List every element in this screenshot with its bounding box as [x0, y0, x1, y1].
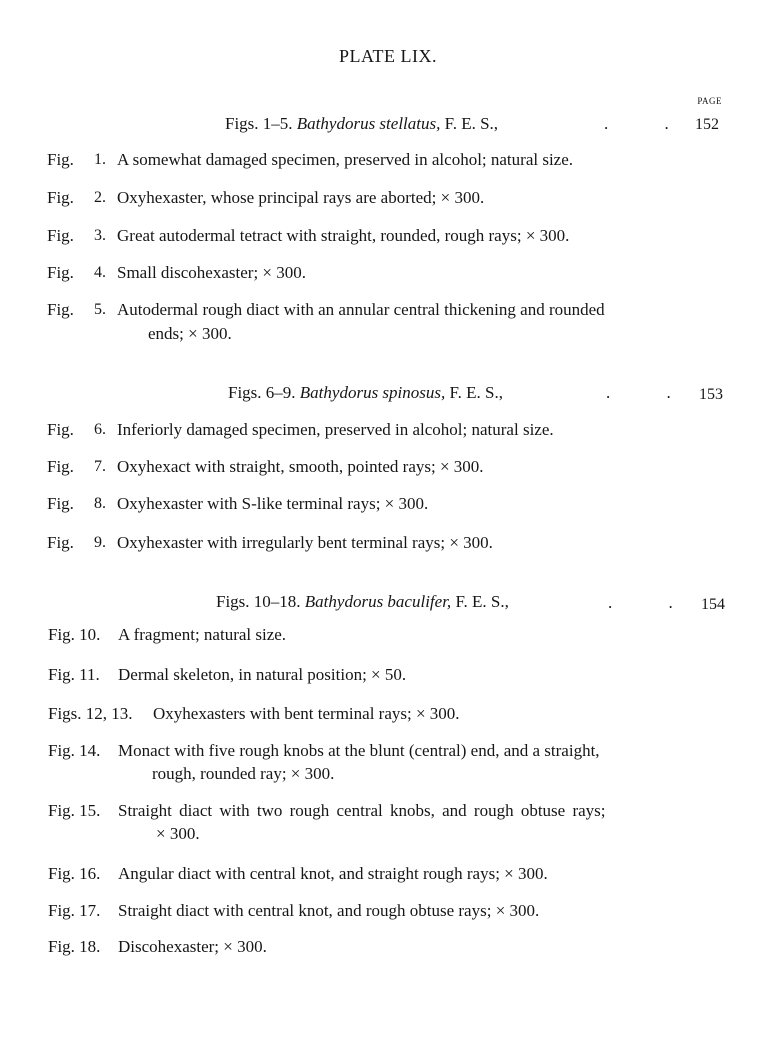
fig-description: Small discohexaster; × 300.: [117, 263, 307, 282]
fig-number: 8.: [94, 495, 106, 512]
fig-number: 1.: [94, 151, 106, 168]
fig-description: Oxyhexaster, whose principal rays are aborted; × 300.: [117, 188, 485, 207]
fig-description: Straight diact with central knot, and rough obtuse rays; × 300.: [118, 901, 540, 920]
section-authority: F. E. S.,: [444, 114, 499, 133]
section-species: Bathydorus stellatus,: [296, 114, 441, 133]
fig-description: Monact with five rough knobs at the blunt (central) end, and a straight,: [118, 741, 600, 760]
fig-description: A fragment; natural size.: [118, 625, 287, 644]
fig-label: Fig.: [47, 494, 74, 513]
fig-label: Figs. 12, 13.: [48, 704, 133, 723]
fig-description: Dermal skeleton, in natural position; × 50.: [118, 665, 407, 684]
fig-label: Fig.: [47, 533, 74, 552]
fig-description-continued: rough, rounded ray; × 300.: [152, 764, 335, 783]
fig-description: A somewhat damaged specimen, preserved in alcohol; natural size.: [117, 150, 574, 169]
section-heading: [225, 114, 498, 134]
fig-description: Autodermal rough diact with an annular central thickening and rounded: [117, 300, 605, 319]
fig-description: Great autodermal tetract with straight, rounded, rough rays; × 300.: [117, 226, 570, 245]
fig-label: Fig. 10.: [48, 625, 101, 644]
fig-number: 2.: [94, 189, 106, 206]
fig-number: 5.: [94, 301, 106, 318]
fig-label: Fig.: [47, 226, 74, 245]
section-figs: Figs. 10–18.: [216, 592, 301, 611]
fig-label: Fig.: [47, 150, 74, 169]
section-heading: [216, 592, 509, 612]
fig-label: Fig.: [47, 420, 74, 439]
section-authority: F. E. S.,: [449, 383, 503, 402]
fig-description: Inferiorly damaged specimen, preserved in alcohol; natural size.: [117, 420, 554, 439]
fig-label: Fig. 14.: [48, 741, 101, 760]
fig-label: Fig.: [47, 188, 74, 207]
fig-description-continued: × 300.: [156, 824, 200, 843]
section-heading: [228, 383, 503, 403]
fig-description: Straight diact with two rough central knobs, and rough obtuse rays;: [118, 801, 606, 820]
fig-label: Fig. 17.: [48, 901, 101, 920]
page-column-label: PAGE: [697, 96, 722, 106]
fig-description: Oxyhexasters with bent terminal rays; × 300.: [153, 704, 460, 723]
section-page-number: 154: [701, 596, 725, 613]
fig-label: Fig. 11.: [48, 665, 100, 684]
section-species: Bathydorus spinosus,: [299, 383, 446, 402]
fig-description: Discohexaster; × 300.: [118, 937, 267, 956]
leader-dots: . .: [604, 114, 669, 133]
fig-number: 4.: [94, 264, 106, 281]
fig-number: 9.: [94, 534, 106, 551]
fig-description: Angular diact with central knot, and straight rough rays; × 300.: [118, 864, 548, 883]
fig-number: 7.: [94, 458, 106, 475]
fig-description: Oxyhexact with straight, smooth, pointed rays; × 300.: [117, 457, 484, 476]
fig-label: Fig. 15.: [48, 801, 101, 820]
fig-description: Oxyhexaster with S-like terminal rays; × 300.: [117, 494, 429, 513]
fig-description: Oxyhexaster with irregularly bent terminal rays; × 300.: [117, 533, 493, 552]
fig-description-continued: ends; × 300.: [148, 324, 232, 343]
leader-dots: . .: [608, 593, 673, 612]
fig-label: Fig.: [47, 457, 74, 476]
section-page-number: 152: [695, 116, 719, 133]
fig-number: 6.: [94, 421, 106, 438]
fig-label: Fig. 18.: [48, 937, 101, 956]
section-figs: Figs. 1–5.: [225, 114, 293, 133]
section-species: Bathydorus baculifer,: [304, 592, 452, 611]
fig-label: Fig.: [47, 300, 74, 319]
leader-dots: . .: [606, 383, 671, 402]
fig-label: Fig. 16.: [48, 864, 101, 883]
section-page-number: 153: [699, 386, 723, 403]
fig-label: Fig.: [47, 263, 74, 282]
section-authority: F. E. S.,: [455, 592, 509, 611]
section-figs: Figs. 6–9.: [228, 383, 296, 402]
fig-number: 3.: [94, 227, 106, 244]
plate-title: PLATE LIX.: [339, 46, 437, 66]
